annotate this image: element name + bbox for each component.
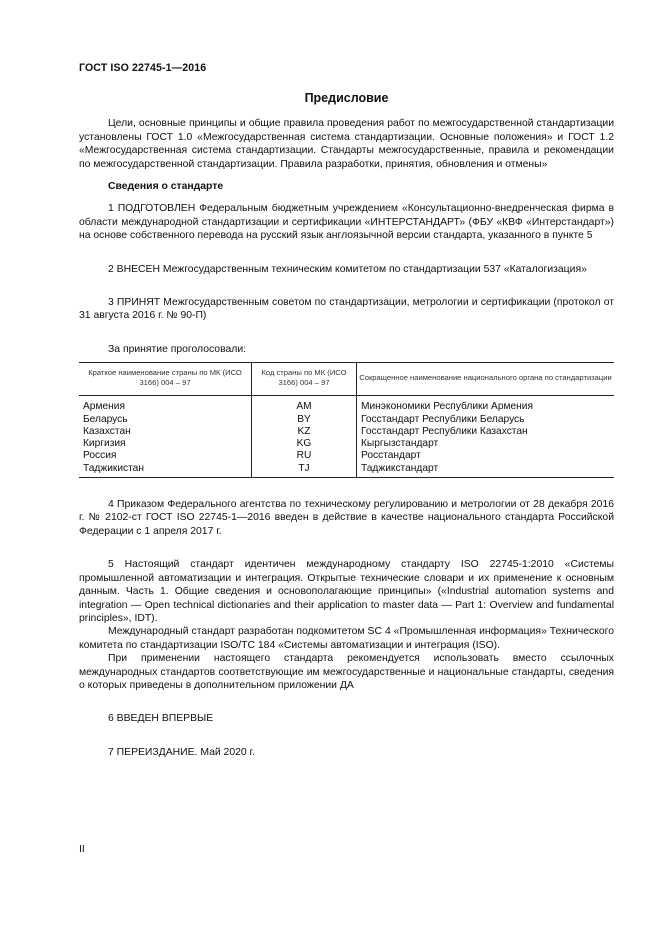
page-title: Предисловие — [304, 91, 389, 105]
table-cell-code: KG — [252, 438, 357, 450]
table-header-country: Краткое наименование страны по МК (ИСО 3166) 004 – 97 — [79, 363, 252, 396]
item-1-paragraph: 1 ПОДГОТОВЛЕН Федеральным бюджетным учреждением «Консультационно-внедренческая фирма в области международной стандартизации и сертификации «ИНТЕРСТАНДАРТ» (ФБУ «КВФ «Интерстандарт») на основе собственного перевода на русский язык англоязычной версии стандарта, указанного в пункте 5 — [79, 203, 614, 242]
table-cell-country: Армения — [83, 401, 125, 413]
table-row — [79, 438, 614, 450]
item-2-paragraph: 2 ВНЕСЕН Межгосударственным техническим комитетом по стандартизации 537 «Каталогизация» — [108, 263, 587, 275]
item-3-paragraph: 3 ПРИНЯТ Межгосударственным советом по стандартизации, метрологии и сертификации (протокол от 31 августа 2016 г. № 90-П) — [79, 297, 614, 322]
table-cell-code: TJ — [252, 463, 357, 478]
item-5-paragraph: 5 Настоящий стандарт идентичен международному стандарту ISO 22745-1:2010 «Системы промышленной автоматизации и интеграция. Открытые технические словари и их применение к основным данным. Часть 1. Общие сведения и основополагающие принципы» («Industrial automation systems and integration — Open technical dictionaries and their application to master data — Part 1: Overview and fundamental principles», IDT). — [79, 559, 614, 624]
item-5-subparagraph: При применении настоящего стандарта рекомендуется использовать вместо ссылочных международных стандартов соответствующие им межгосударственные и национальные стандарты, сведения о которых приведены в дополнительном приложении ДА — [79, 653, 614, 691]
table-row — [79, 426, 614, 438]
section-heading: Сведения о стандарте — [108, 181, 224, 193]
table-cell-authority: Минэкономики Республики Армения — [357, 396, 615, 414]
preface-content — [79, 92, 614, 759]
table-cell-code: AM — [252, 396, 357, 414]
item-6-paragraph: 6 ВВЕДЕН ВПЕРВЫЕ — [108, 713, 214, 725]
item-5-subparagraph: Международный стандарт разработан подкомитетом SC 4 «Промышленная информация» Технического комитета по стандартизации ISO/TC 184 «Системы автоматизации и интеграция (ISO). — [79, 626, 614, 651]
table-header-code: Код страны по МК (ИСО 3166) 004 – 97 — [252, 363, 357, 396]
table-header-authority: Сокращенное наименование национального органа по стандартизации — [357, 363, 615, 396]
intro-paragraph: Цели, основные принципы и общие правила проведения работ по межгосударственной стандартизации установлены ГОСТ 1.0 «Межгосударственная система стандартизации. Основные положения» и ГОСТ 1.2 «Межгосударственная система стандартизации. Стандарты межгосударственные, правила и рекомендации по межгосударственной стандартизации. Правила разработки, принятия, обновления и отмены» — [79, 118, 614, 170]
vote-table — [79, 362, 614, 478]
table-cell-authority: Госстандарт Республики Беларусь — [357, 414, 615, 426]
table-cell-authority: Кыргызстандарт — [357, 438, 615, 450]
table-cell-code: KZ — [252, 426, 357, 438]
table-row — [79, 414, 614, 426]
table-cell-country: Беларусь — [83, 413, 128, 425]
item-7-paragraph: 7 ПЕРЕИЗДАНИЕ. Май 2020 г. — [108, 746, 255, 758]
table-cell-authority: Таджикстандарт — [357, 463, 615, 478]
table-cell-code: RU — [252, 450, 357, 462]
vote-intro: За принятие проголосовали: — [108, 343, 247, 355]
table-cell-authority: Росстандарт — [357, 450, 615, 462]
table-header-row — [79, 363, 614, 396]
page-number: II — [79, 843, 85, 855]
table-cell-code: BY — [252, 414, 357, 426]
table-cell-authority: Госстандарт Республики Казахстан — [357, 426, 615, 438]
table-cell-country: Казахстан — [83, 425, 131, 437]
table-row — [79, 463, 614, 478]
table-cell-country: Киргизия — [83, 438, 126, 450]
item-4-paragraph: 4 Приказом Федерального агентства по техническому регулированию и метрологии от 28 декабря 2016 г. № 2102-ст ГОСТ ISO 22745-1—2016 введен в действие в качестве национального стандарта Российской Федерации с 1 апреля 2017 г. — [79, 499, 614, 537]
table-row — [79, 450, 614, 462]
table-cell-country: Таджикистан — [79, 463, 252, 478]
standard-number-header: ГОСТ ISO 22745-1—2016 — [79, 62, 207, 74]
table-row — [79, 396, 614, 414]
table-cell-country: Россия — [83, 450, 117, 462]
